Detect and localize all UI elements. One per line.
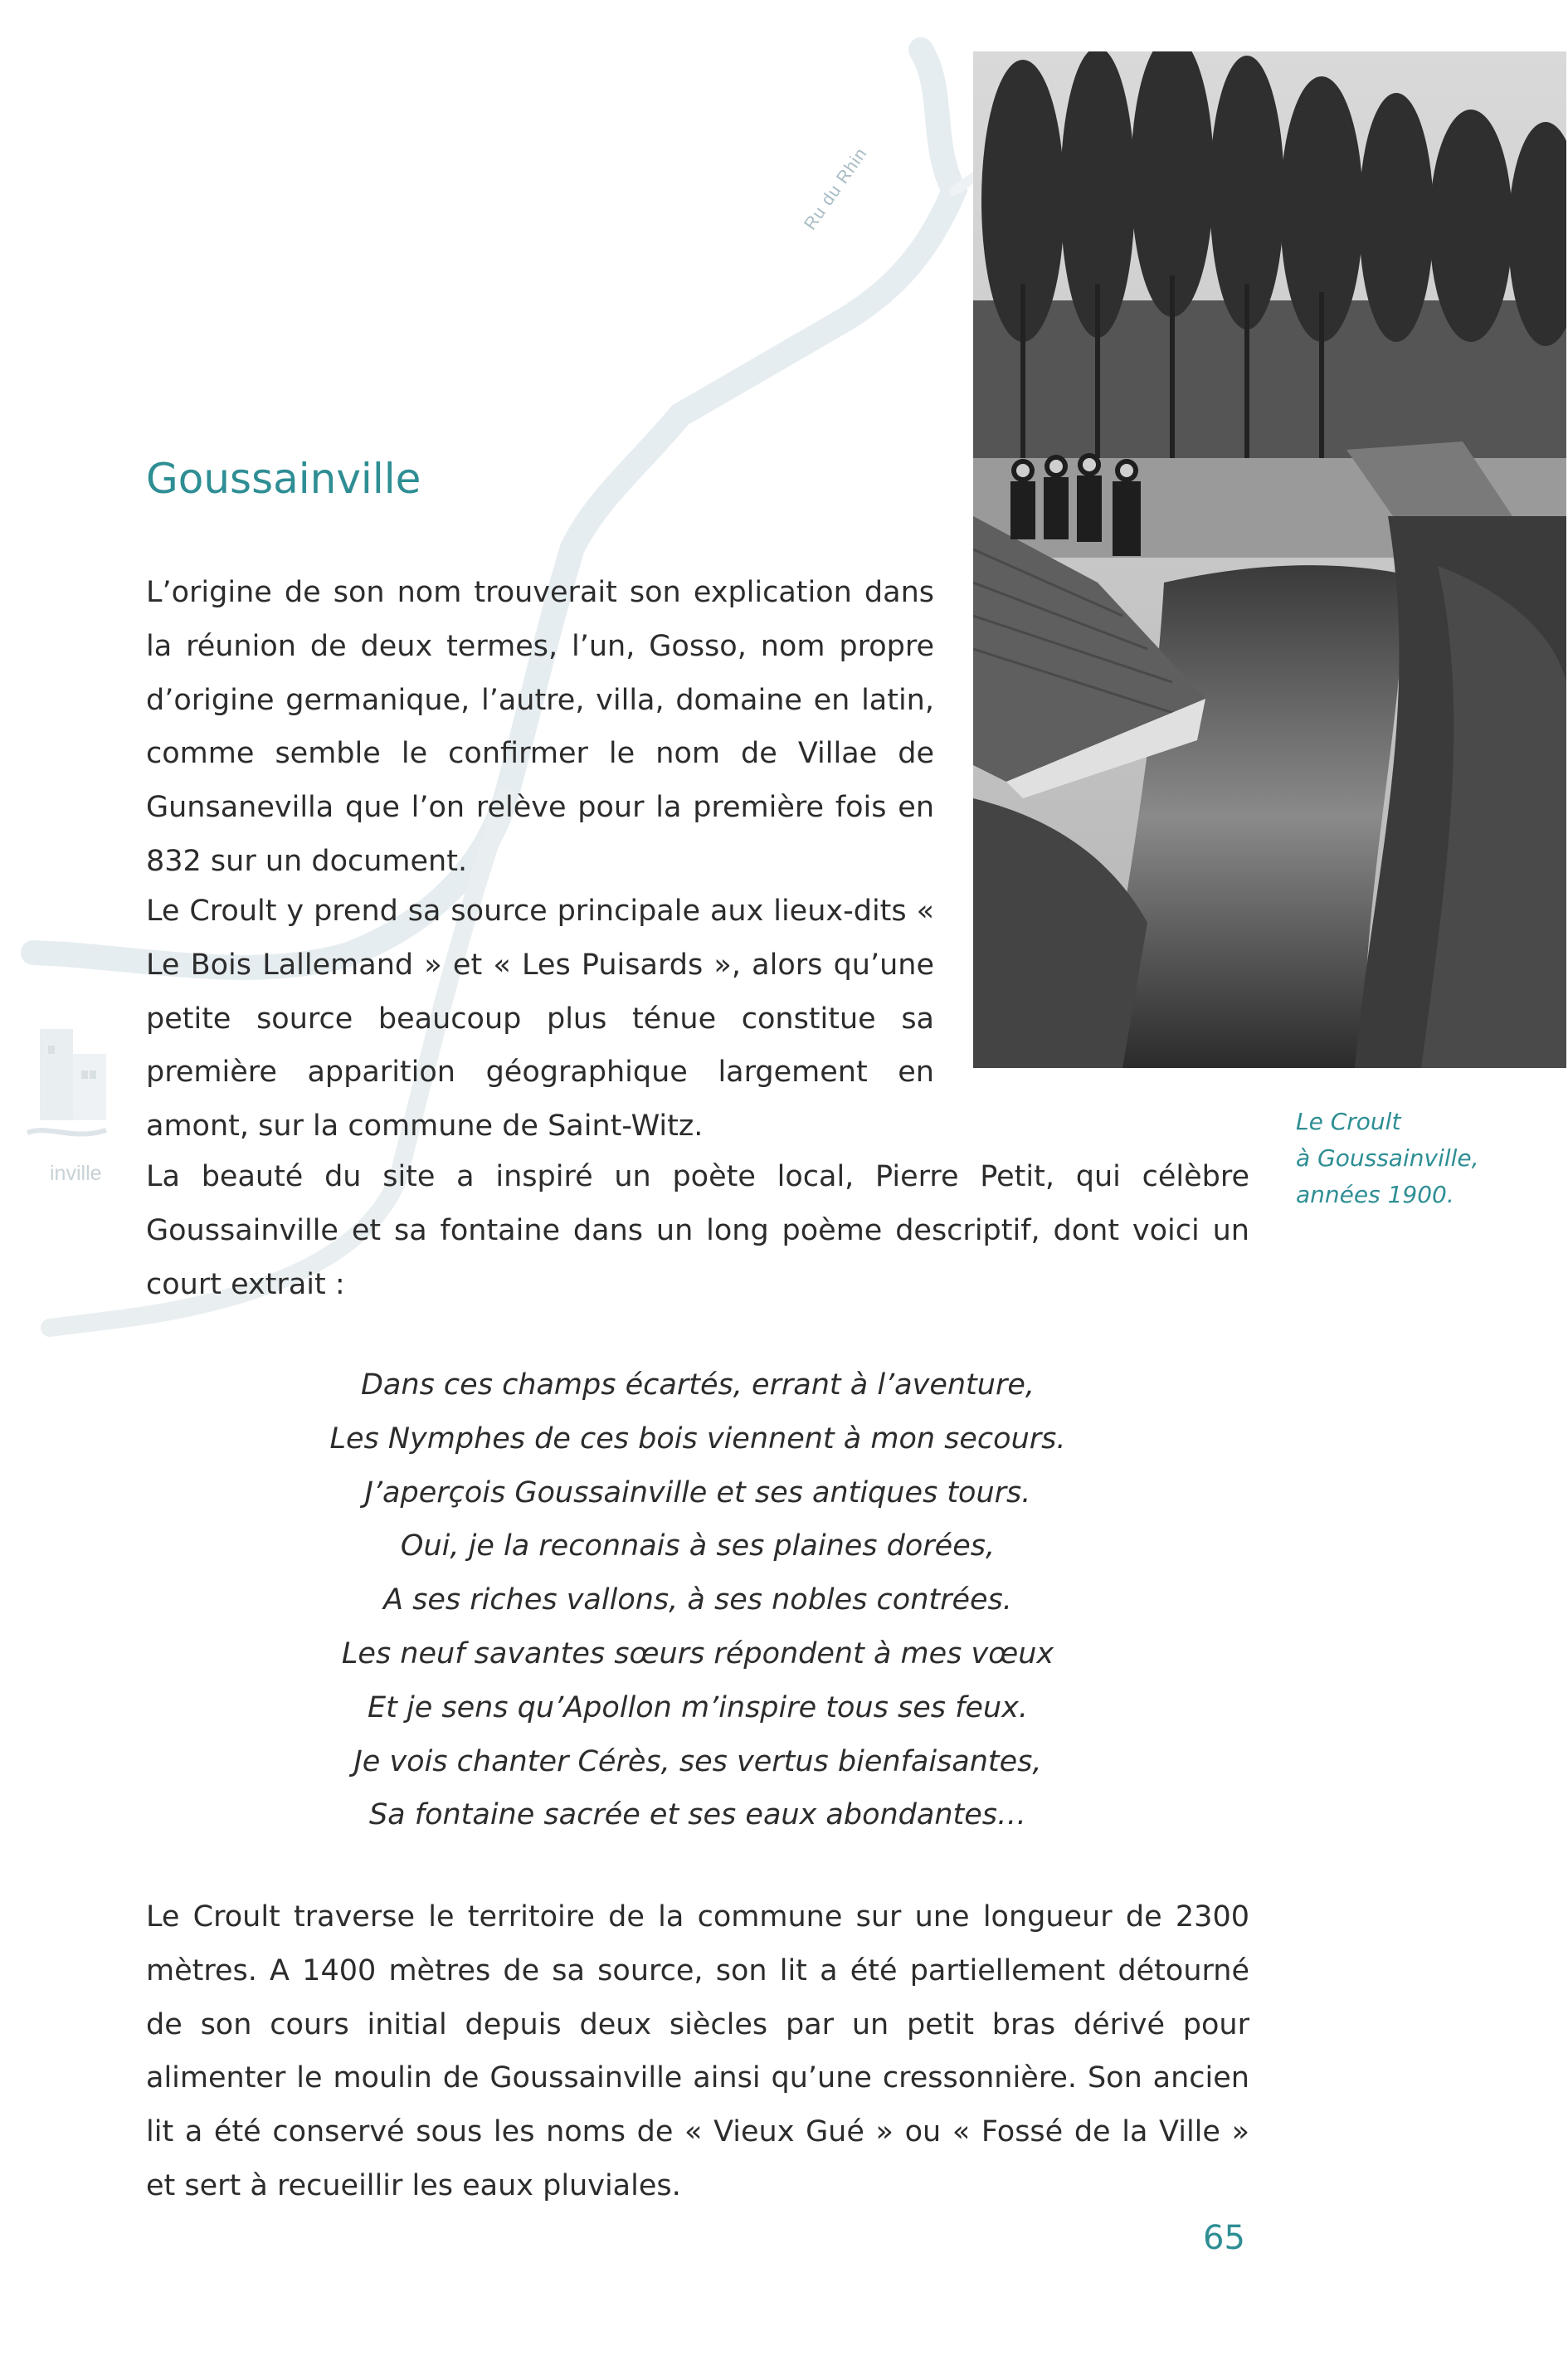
poem-line: Les Nymphes de ces bois viennent à mon secours. [329,1422,1066,1456]
page-number: 65 [1203,2219,1245,2257]
poem-line: Sa fontaine sacrée et ses eaux abondantes… [368,1798,1027,1832]
caption-line-1: Le Croult [1296,1108,1401,1135]
poem-line: A ses riches vallons, à ses nobles contrées. [383,1583,1012,1617]
poem-excerpt [146,1358,1249,1842]
photo-river-croult-icon [973,51,1566,1068]
paragraph-source: Le Croult y prend sa source principale aux lieux-dits « Le Bois Lallemand » et « Les Puisards », alors qu’une petite source beaucoup plus ténue constitue sa première apparition géographique largement en amont, sur la commune de Saint-Witz. [146,895,934,1144]
paragraph-poet: La beauté du site a inspiré un poète local, Pierre Petit, qui célèbre Goussainville et sa fontaine dans un long poème descriptif, dont voici un court extrait : [146,1160,1249,1301]
photo-caption [1296,1104,1561,1213]
poem-line: Dans ces champs écartés, errant à l’aventure, [360,1368,1035,1402]
poem-line: J’aperçois Goussainville et ses antiques tours. [364,1475,1031,1509]
paragraph-origin: L’origine de son nom trouverait son explication dans la réunion de deux termes, l’un, Gosso, nom propre d’origine germanique, l’autre, villa, domaine en latin, comme semble le confirmer le nom de Villae de Gunsanevilla que l’on relève pour la première fois en 832 sur un document. [146,576,934,878]
paragraph-course: Le Croult traverse le territoire de la commune sur une longueur de 2300 mètres. A 1400 mètres de sa source, son lit a été partiellement détourné de son cours initial depuis deux siècles par un petit bras dérivé pour alimenter le moulin de Goussainville ainsi qu’une cressonnière. Son ancien lit a été conservé sous les noms de « Vieux Gué » ou « Fossé de la Ville » et sert à recueillir les eaux pluviales. [146,1900,1249,2202]
village-map-icon [23,1021,114,1153]
river-label: Ru du Rhin [801,144,871,234]
historic-photo [973,51,1566,1068]
poem-line: Oui, je la reconnais à ses plaines dorées, [400,1529,996,1563]
poem-line: Je vois chanter Cérès, ses vertus bienfaisantes, [353,1744,1042,1778]
caption-line-2: à Goussainville, [1296,1144,1479,1172]
poem-line: Et je sens qu’Apollon m’inspire tous ses feux. [368,1690,1028,1724]
caption-line-3: années 1900. [1296,1181,1454,1208]
poem-line: Les neuf savantes sœurs répondent à mes vœux [341,1636,1054,1670]
map-fragment-label: inville [50,1162,102,1185]
page-title: Goussainville [146,455,421,503]
